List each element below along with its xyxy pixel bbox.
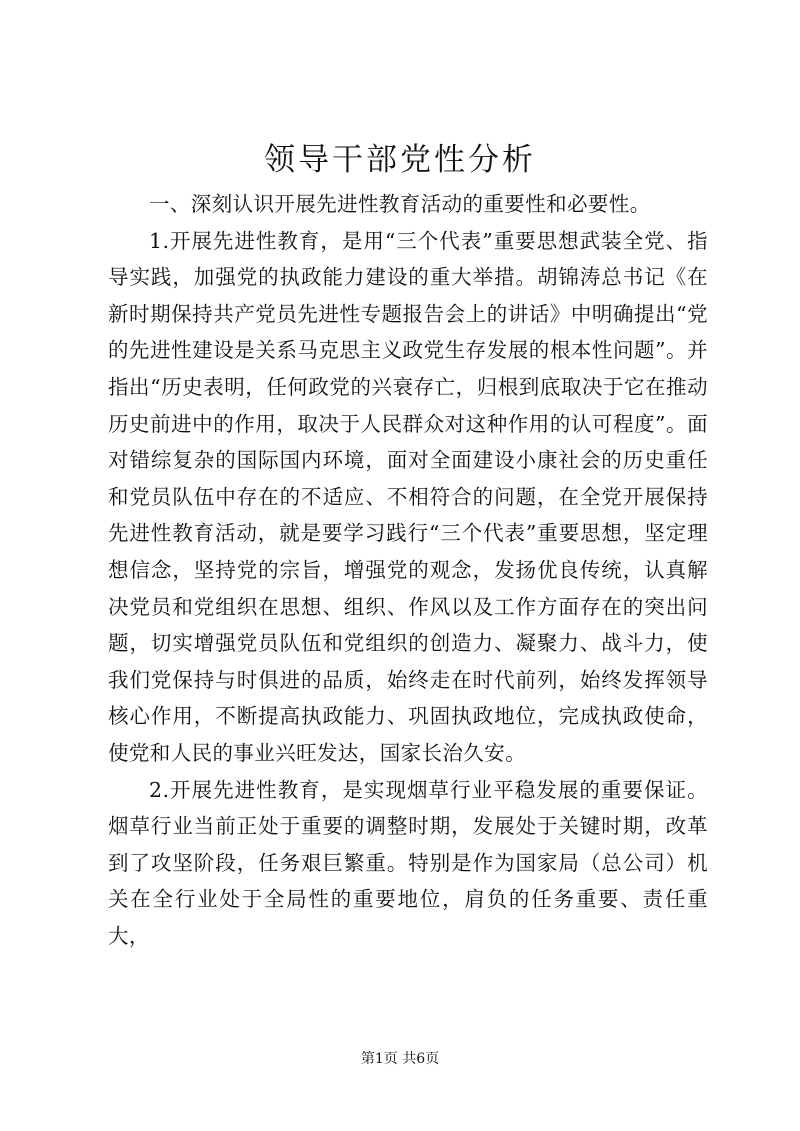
- document-title: 领导干部党性分析: [264, 142, 536, 178]
- page-footer: 第1页 共6页: [360, 1051, 440, 1067]
- document-body: [108, 186, 708, 954]
- section-heading: 一、深刻认识开展先进性教育活动的重要性和必要性。: [149, 192, 651, 216]
- paragraph-1: 1.开展先进性教育，是用“三个代表”重要思想武装全党、指导实践，加强党的执政能力建设的重大举措。胡锦涛总书记《在新时期保持共产党员先进性专题报告会上的讲话》中明确提出“党的先进性建设是关系马克思主义政党生存发展的根本性问题”。并指出“历史表明，任何政党的兴衰存亡，归根到底取决于它在推动历史前进中的作用，取决于人民群众对这种作用的认可程度”。面对错综复杂的国际国内环境，面对全面建设小康社会的历史重任和党员队伍中存在的不适应、不相符合的问题，在全党开展保持先进性教育活动，就是要学习践行“三个代表”重要思想，坚定理想信念，坚持党的宗旨，增强党的观念，发扬优良传统，认真解决党员和党组织在思想、组织、作风以及工作方面存在的突出问题，切实增强党员队伍和党组织的创造力、凝聚力、战斗力，使我们党保持与时俱进的品质，始终走在时代前列，始终发挥领导核心作用，不断提高执政能力、巩固执政地位，完成执政使命，使党和人民的事业兴旺发达，国家长治久安。: [108, 228, 708, 765]
- paragraph-2: 2.开展先进性教育，是实现烟草行业平稳发展的重要保证。烟草行业当前正处于重要的调整时期，发展处于关键时期，改革到了攻坚阶段，任务艰巨繁重。特别是作为国家局（总公司）机关在全行业处于全局性的重要地位，肩负的任务重要、责任重大，: [108, 777, 708, 948]
